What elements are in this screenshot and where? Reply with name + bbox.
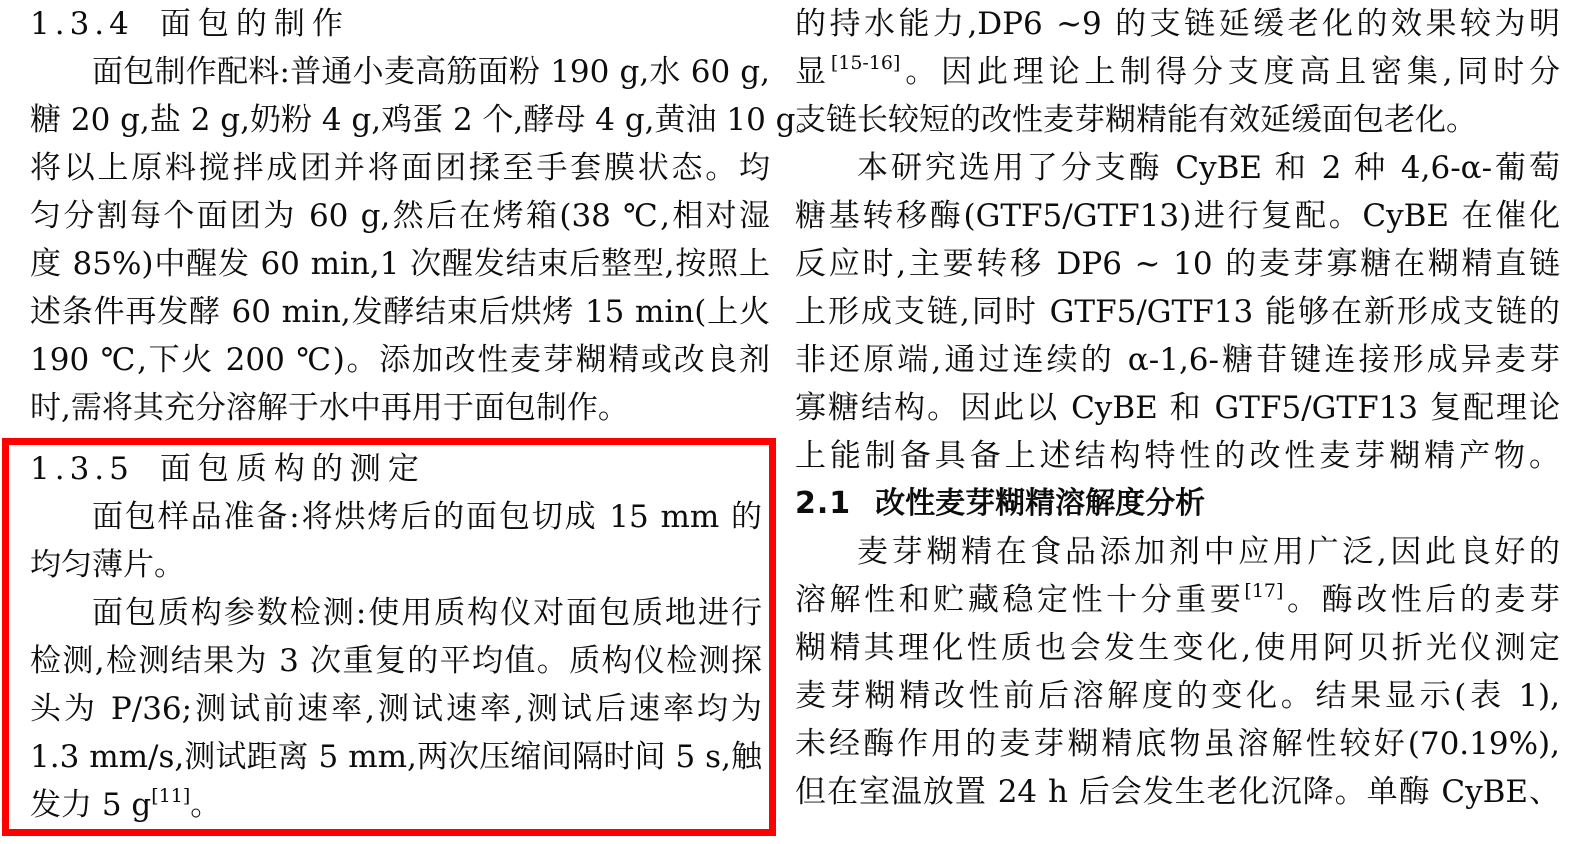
text-line: 非还原端,通过连续的 α-1,6-糖苷键连接形成异麦芽 <box>795 342 1560 378</box>
section-number: 2.1 <box>795 486 852 521</box>
section-title: 面包的制作 <box>159 6 350 42</box>
text-line: 糊精其理化性质也会发生变化,使用阿贝折光仪测定 <box>795 630 1560 666</box>
text-line: 本研究选用了分支酶 CyBE 和 2 种 4,6-α-葡萄 <box>857 150 1560 186</box>
text-line: 面包样品准备:将烘烤后的面包切成 15 mm 的 <box>92 499 762 535</box>
right-column <box>795 0 1560 816</box>
text-line: 未经酶作用的麦芽糊精底物虽溶解性较好(70.19%), <box>795 726 1560 762</box>
text-line: 溶解性和贮藏稳定性十分重要[17]。酶改性后的麦芽 <box>795 580 1561 618</box>
text-line: 上能制备具备上述结构特性的改性麦芽糊精产物。 <box>795 438 1560 474</box>
text-line: 反应时,主要转移 DP6 ~ 10 的麦芽寡糖在糊精直链 <box>795 246 1560 282</box>
citation-ref: [15-16] <box>830 52 901 74</box>
section-number: 1.3.4 <box>30 6 134 42</box>
section-2-1-body <box>795 528 1560 816</box>
section-heading-1-3-5 <box>30 445 762 493</box>
text-line: 面包质构参数检测:使用质构仪对面包质地进行 <box>92 595 762 631</box>
section-title: 面包质构的测定 <box>159 451 426 487</box>
section-title: 改性麦芽糊精溶解度分析 <box>875 486 1206 521</box>
text-line: 均匀薄片。 <box>30 547 185 583</box>
text-line: 麦芽糊精改性前后溶解度的变化。结果显示(表 1), <box>795 678 1560 714</box>
section-1-3-4-body <box>30 48 827 432</box>
text-line: 但在室温放置 24 h 后会发生老化沉降。单酶 CyBE、 <box>795 774 1560 810</box>
text-line: 糖 20 g,盐 2 g,奶粉 4 g,鸡蛋 2 个,酵母 4 g,黄油 10 g。 <box>30 102 827 138</box>
text-line: 匀分割每个面团为 60 g,然后在烤箱(38 ℃,相对湿 <box>30 198 770 234</box>
citation-ref: [11] <box>151 785 191 807</box>
text-line: 显[15-16]。因此理论上制得分支度高且密集,同时分 <box>795 52 1560 90</box>
text-line: 时,需将其充分溶解于水中再用于面包制作。 <box>30 390 629 426</box>
text-line: 发力 5 g[11]。 <box>30 785 222 823</box>
section-number: 1.3.5 <box>30 451 134 487</box>
text-line: 的持水能力,DP6 ~9 的支链延缓老化的效果较为明 <box>795 6 1560 42</box>
section-1-3-5-body <box>30 493 762 829</box>
text-line: 头为 P/36;测试前速率,测试速率,测试后速率均为 <box>30 691 762 727</box>
text-line: 检测,检测结果为 3 次重复的平均值。质构仪检测探 <box>30 643 762 679</box>
text-line: 190 ℃,下火 200 ℃)。添加改性麦芽糊精或改良剂 <box>30 342 770 378</box>
text-line: 度 85%)中醒发 60 min,1 次醒发结束后整型,按照上 <box>30 246 770 282</box>
text-line: 上形成支链,同时 GTF5/GTF13 能够在新形成支链的 <box>795 294 1560 330</box>
text-line: 寡糖结构。因此以 CyBE 和 GTF5/GTF13 复配理论 <box>795 390 1560 426</box>
section-heading-2-1 <box>795 480 1560 528</box>
right-column-continuation <box>795 0 1560 480</box>
text-line: 支链长较短的改性麦芽糊精能有效延缓面包老化。 <box>795 102 1477 138</box>
text-line: 糖基转移酶(GTF5/GTF13)进行复配。CyBE 在催化 <box>795 198 1560 234</box>
text-line: 麦芽糊精在食品添加剂中应用广泛,因此良好的 <box>857 534 1560 570</box>
highlight-box <box>2 438 776 836</box>
section-heading-1-3-4 <box>30 0 770 48</box>
text-line: 面包制作配料:普通小麦高筋面粉 190 g,水 60 g, <box>92 54 770 90</box>
text-line: 将以上原料搅拌成团并将面团揉至手套膜状态。均 <box>30 150 770 186</box>
text-line: 述条件再发酵 60 min,发酵结束后烘烤 15 min(上火 <box>30 294 770 330</box>
text-line: 1.3 mm/s,测试距离 5 mm,两次压缩间隔时间 5 s,触 <box>30 739 762 775</box>
left-column <box>30 0 827 432</box>
citation-ref: [17] <box>1244 580 1284 602</box>
